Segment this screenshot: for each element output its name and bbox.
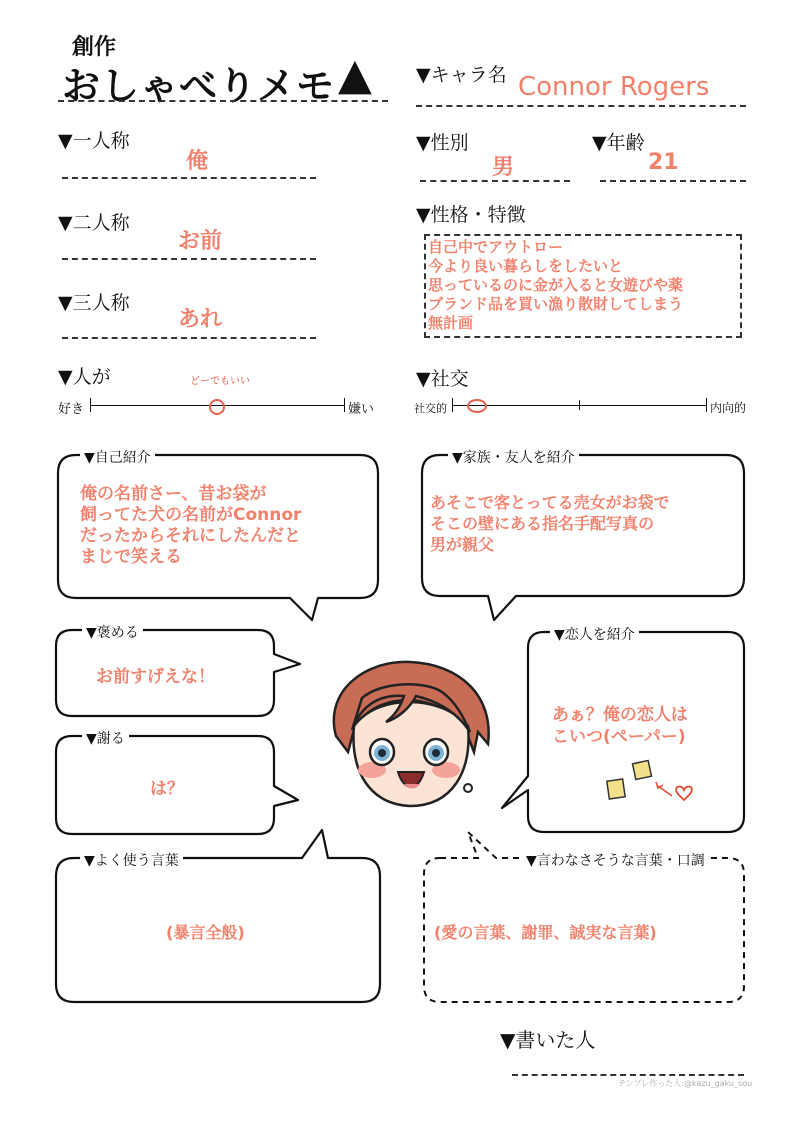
social-scale-right: 内向的: [710, 401, 747, 415]
intro-bubble-label: ▼自己紹介: [80, 447, 155, 467]
age-label: ▼年齢: [592, 132, 645, 154]
family-line: そこの壁にある指名手配写真の: [430, 514, 655, 533]
people-scale-note: どーでもいい: [190, 376, 250, 387]
page-title: おしゃべりメモ: [62, 64, 336, 108]
people-scale-label: ▼人が: [58, 366, 111, 388]
family-line: 男が親父: [430, 535, 495, 554]
apologize-bubble-label: ▼謝る: [82, 728, 129, 748]
intro-line: だったからそれにしたんだと: [80, 526, 301, 546]
header-kicker: 創作: [72, 35, 117, 60]
character-name: Connor Rogers: [518, 72, 710, 102]
third-person-label: ▼三人称: [58, 292, 130, 314]
family-line: あそこで客とってる売女がお袋で: [430, 493, 670, 512]
second-person-value: お前: [178, 229, 223, 254]
first-person-label: ▼一人称: [58, 130, 130, 152]
intro-line: 飼ってた犬の名前がConnor: [80, 505, 302, 525]
praise-text: お前すげえな！: [96, 667, 215, 687]
social-scale-left: 社交的: [414, 402, 447, 415]
first-person-value: 俺: [186, 149, 209, 174]
intro-text: [80, 484, 301, 568]
second-person-label: ▼二人称: [58, 212, 130, 234]
lover-line: こいつ(ペーパー): [552, 727, 686, 747]
gender-label: ▼性別: [416, 132, 469, 154]
common-words-text: (暴言全般): [166, 923, 245, 942]
personality-line: 今より良い暮らしをしたいと: [428, 257, 624, 275]
paper-doodle-icon: [600, 756, 710, 816]
family-text: [430, 492, 670, 555]
personality-line: 無計画: [428, 314, 474, 332]
apologize-text: は？: [150, 779, 184, 799]
personality-line: ブランド品を買い漁り散財してしまう: [428, 295, 684, 313]
common-words-label: ▼よく使う言葉: [80, 850, 183, 870]
title-triangle-icon: ▲: [338, 49, 372, 100]
lover-bubble-label: ▼恋人を紹介: [550, 624, 639, 644]
never-words-label: ▼言わなさそうな言葉・口調: [522, 850, 709, 870]
name-label: ▼キャラ名: [416, 64, 507, 86]
personality-line: 自己中でアウトロー: [428, 238, 564, 256]
intro-line: 俺の名前さー、昔お袋が: [80, 484, 267, 504]
praise-bubble-label: ▼褒める: [82, 622, 143, 642]
people-scale-right: 嫌い: [348, 402, 375, 417]
social-scale-label: ▼社交: [416, 368, 469, 390]
lover-text: [552, 704, 688, 748]
family-bubble-label: ▼家族・友人を紹介: [448, 447, 579, 467]
gender-value: 男: [492, 155, 515, 180]
third-person-value: あれ: [178, 307, 223, 332]
author-label: ▼書いた人: [500, 1028, 596, 1052]
template-credit: テンプレ作った人:@kazu_gaku_sou: [618, 1079, 753, 1088]
never-words-text: (愛の言葉、謝罪、誠実な言葉): [434, 923, 657, 942]
character-face-illustration: [314, 652, 504, 822]
personality-label: ▼性格・特徴: [416, 204, 526, 226]
personality-line: 思っているのに金が入ると女遊びや薬: [428, 276, 684, 294]
intro-line: まじで笑える: [80, 547, 182, 567]
lover-line: あぁ？俺の恋人は: [552, 705, 688, 725]
people-scale-left: 好き: [58, 402, 85, 417]
age-value: 21: [648, 150, 679, 175]
